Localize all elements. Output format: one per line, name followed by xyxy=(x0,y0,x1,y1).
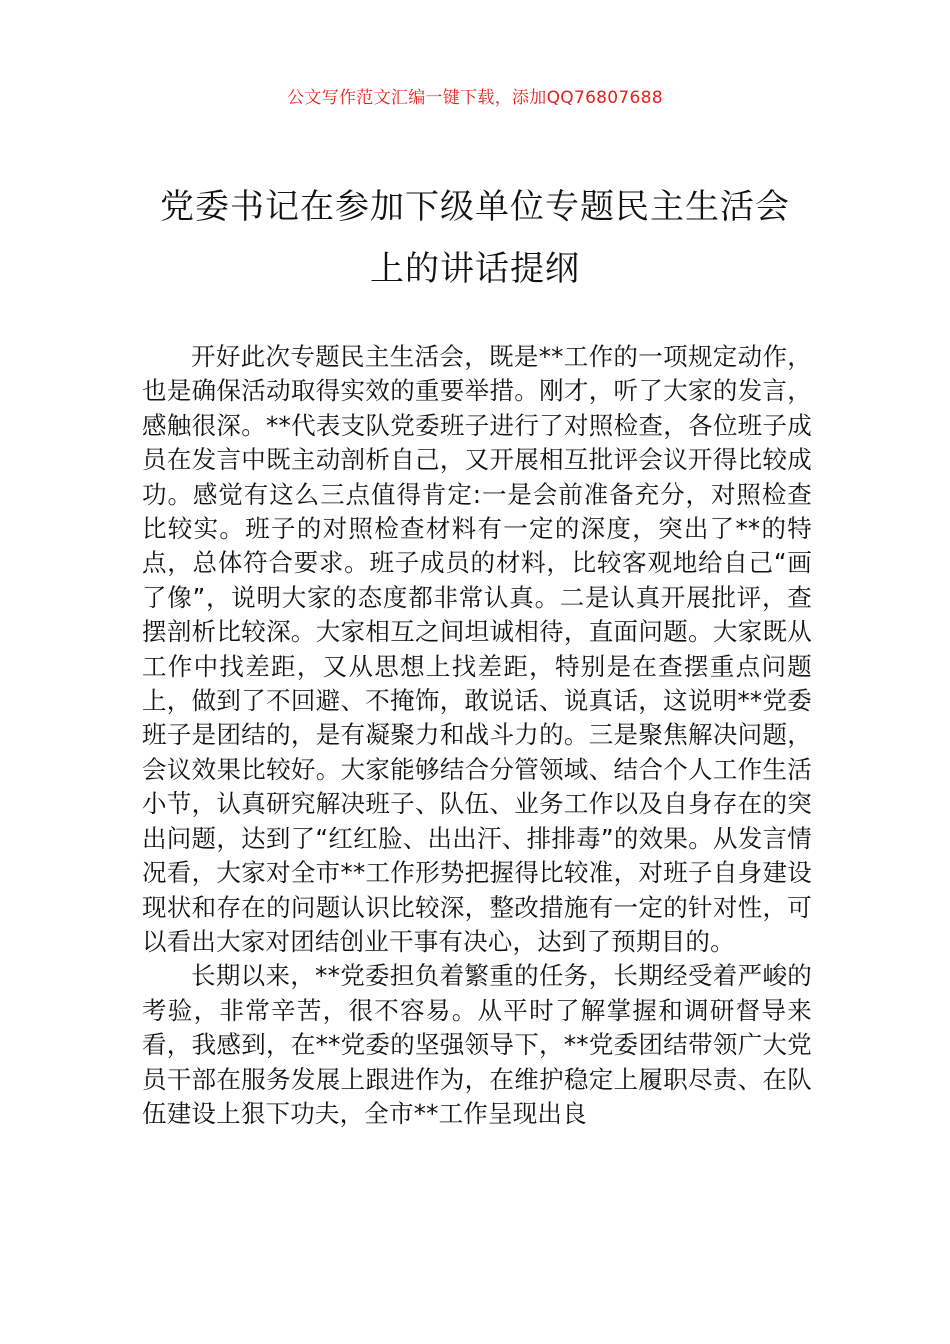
document-title xyxy=(120,176,830,300)
download-banner: 公文写作范文汇编一键下载，添加QQ76807688 xyxy=(287,88,663,108)
paragraph-1: 开好此次专题民主生活会，既是**工作的一项规定动作，也是确保活动取得实效的重要举措。刚才，听了大家的发言，感触很深。**代表支队党委班子进行了对照检查，各位班子成员在发言中既主动剖析自己，又开展相互批评会议开得比较成功。感觉有这么三点值得肯定:一是会前准备充分，对照检查比较实。班子的对照检查材料有一定的深度，突出了**的特点，总体符合要求。班子成员的材料，比较客观地给自己“画了像”，说明大家的态度都非常认真。二是认真开展批评，查摆剖析比较深。大家相互之间坦诚相待，直面问题。大家既从工作中找差距，又从思想上找差距，特别是在查摆重点问题上，做到了不回避、不掩饰，敢说话、说真话，这说明**党委班子是团结的，是有凝聚力和战斗力的。三是聚焦解决问题，会议效果比较好。大家能够结合分管领域、结合个人工作生活小节，认真研究解决班子、队伍、业务工作以及自身存在的突出问题，达到了“红红脸、出出汗、排排毒”的效果。从发言情况看，大家对全市**工作形势把握得比较准，对班子自身建设现状和存在的问题认识比较深，整改措施有一定的针对性，可以看出大家对团结创业干事有决心，达到了预期目的。 xyxy=(142,342,812,956)
document-body xyxy=(142,340,812,1131)
title-line-2: 上的讲话提纲 xyxy=(370,249,580,289)
title-line-1: 党委书记在参加下级单位专题民主生活会 xyxy=(160,187,790,227)
paragraph-2: 长期以来，**党委担负着繁重的任务，长期经受着严峻的考验，非常辛苦，很不容易。从平时了解掌握和调研督导来看，我感到，在**党委的坚强领导下，**党委团结带领广大党员干部在服务发展上跟进作为，在维护稳定上履职尽责、在队伍建设上狠下功夫，全市**工作呈现出良 xyxy=(142,961,812,1128)
